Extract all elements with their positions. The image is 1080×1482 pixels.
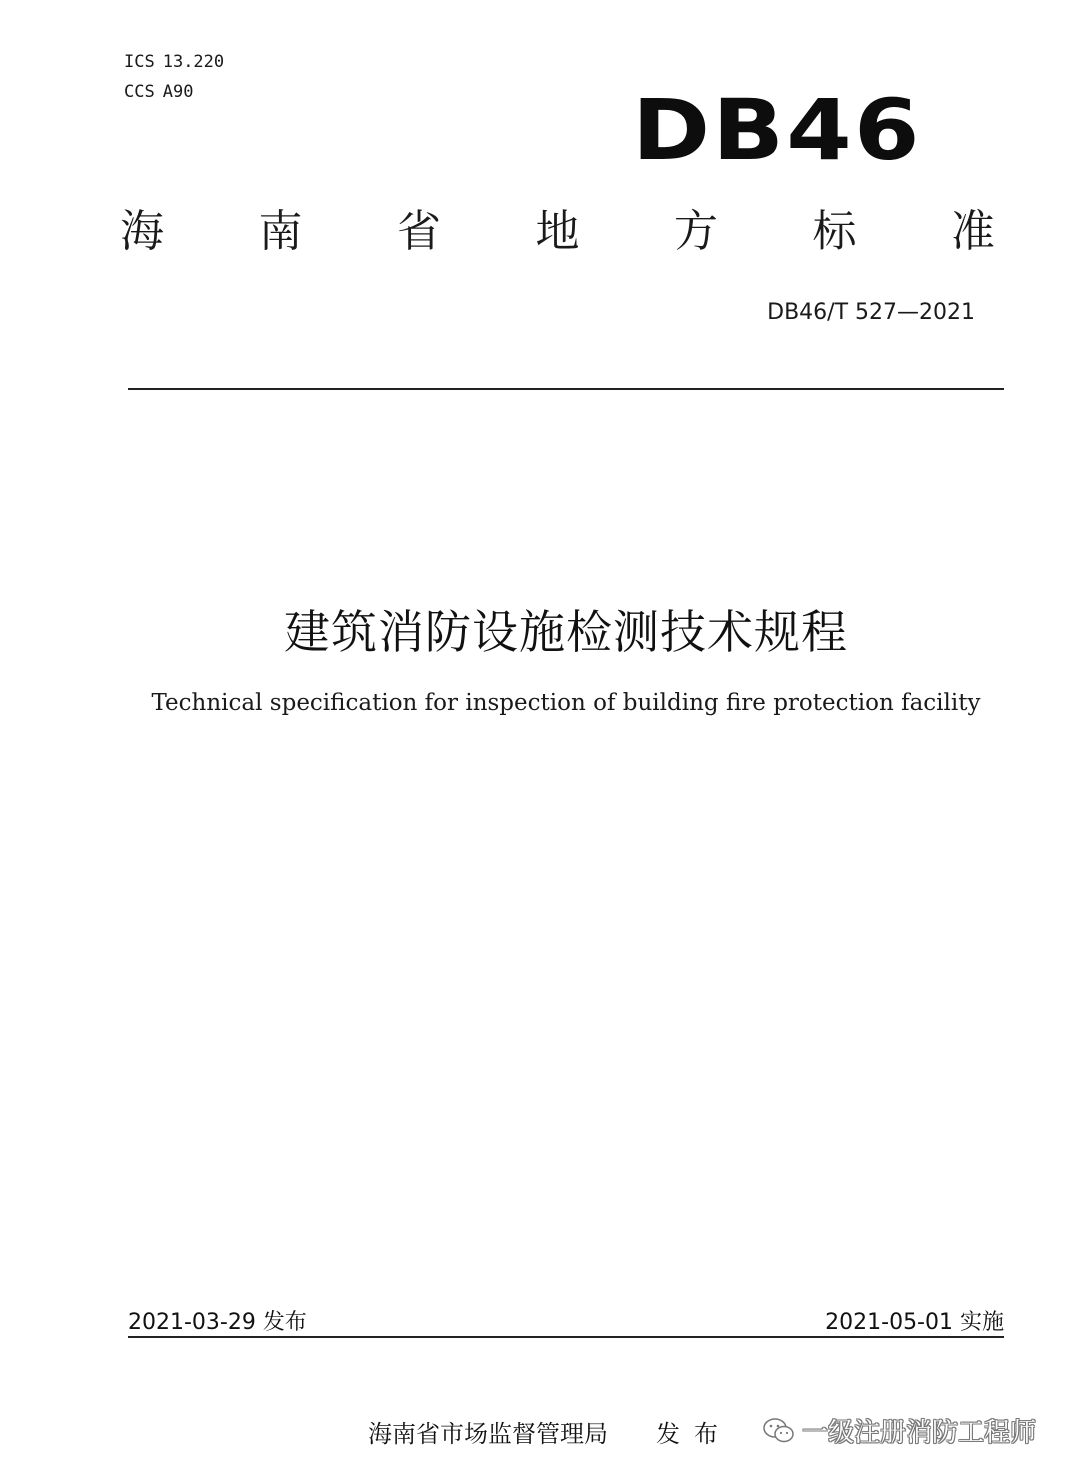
category-char: 准 (951, 206, 995, 257)
ccs-label: CCS (124, 82, 155, 102)
standard-category (120, 206, 995, 257)
category-char: 海 (120, 206, 164, 257)
wechat-icon (762, 1417, 796, 1445)
ccs-classification (124, 82, 193, 102)
top-divider (128, 388, 1004, 390)
issue-date: 2021-03-29 发布 (128, 1310, 307, 1335)
watermark (762, 1412, 1036, 1449)
standard-mark: DB46 (632, 81, 922, 179)
watermark-text: 一级注册消防工程师 (802, 1418, 1037, 1448)
ccs-code: A90 (162, 82, 194, 102)
title-chinese: 建筑消防设施检测技术规程 (284, 605, 848, 659)
publisher (368, 1414, 732, 1449)
ics-classification (124, 52, 224, 72)
standard-number: DB46/T 527—2021 (767, 300, 975, 325)
title-english: Technical specification for inspection of building fire protection facility (151, 690, 981, 716)
publisher-name: 海南省市场监督管理局 (368, 1420, 608, 1448)
category-char: 方 (674, 206, 718, 257)
ics-code: 13.220 (162, 52, 225, 72)
category-char: 标 (812, 206, 857, 257)
publish-action: 发布 (656, 1420, 732, 1448)
bottom-divider (128, 1336, 1004, 1338)
effective-date: 2021-05-01 实施 (825, 1310, 1004, 1335)
category-char: 地 (535, 206, 580, 257)
category-char: 省 (397, 206, 441, 257)
category-char: 南 (258, 206, 303, 257)
ics-label: ICS (124, 52, 155, 72)
